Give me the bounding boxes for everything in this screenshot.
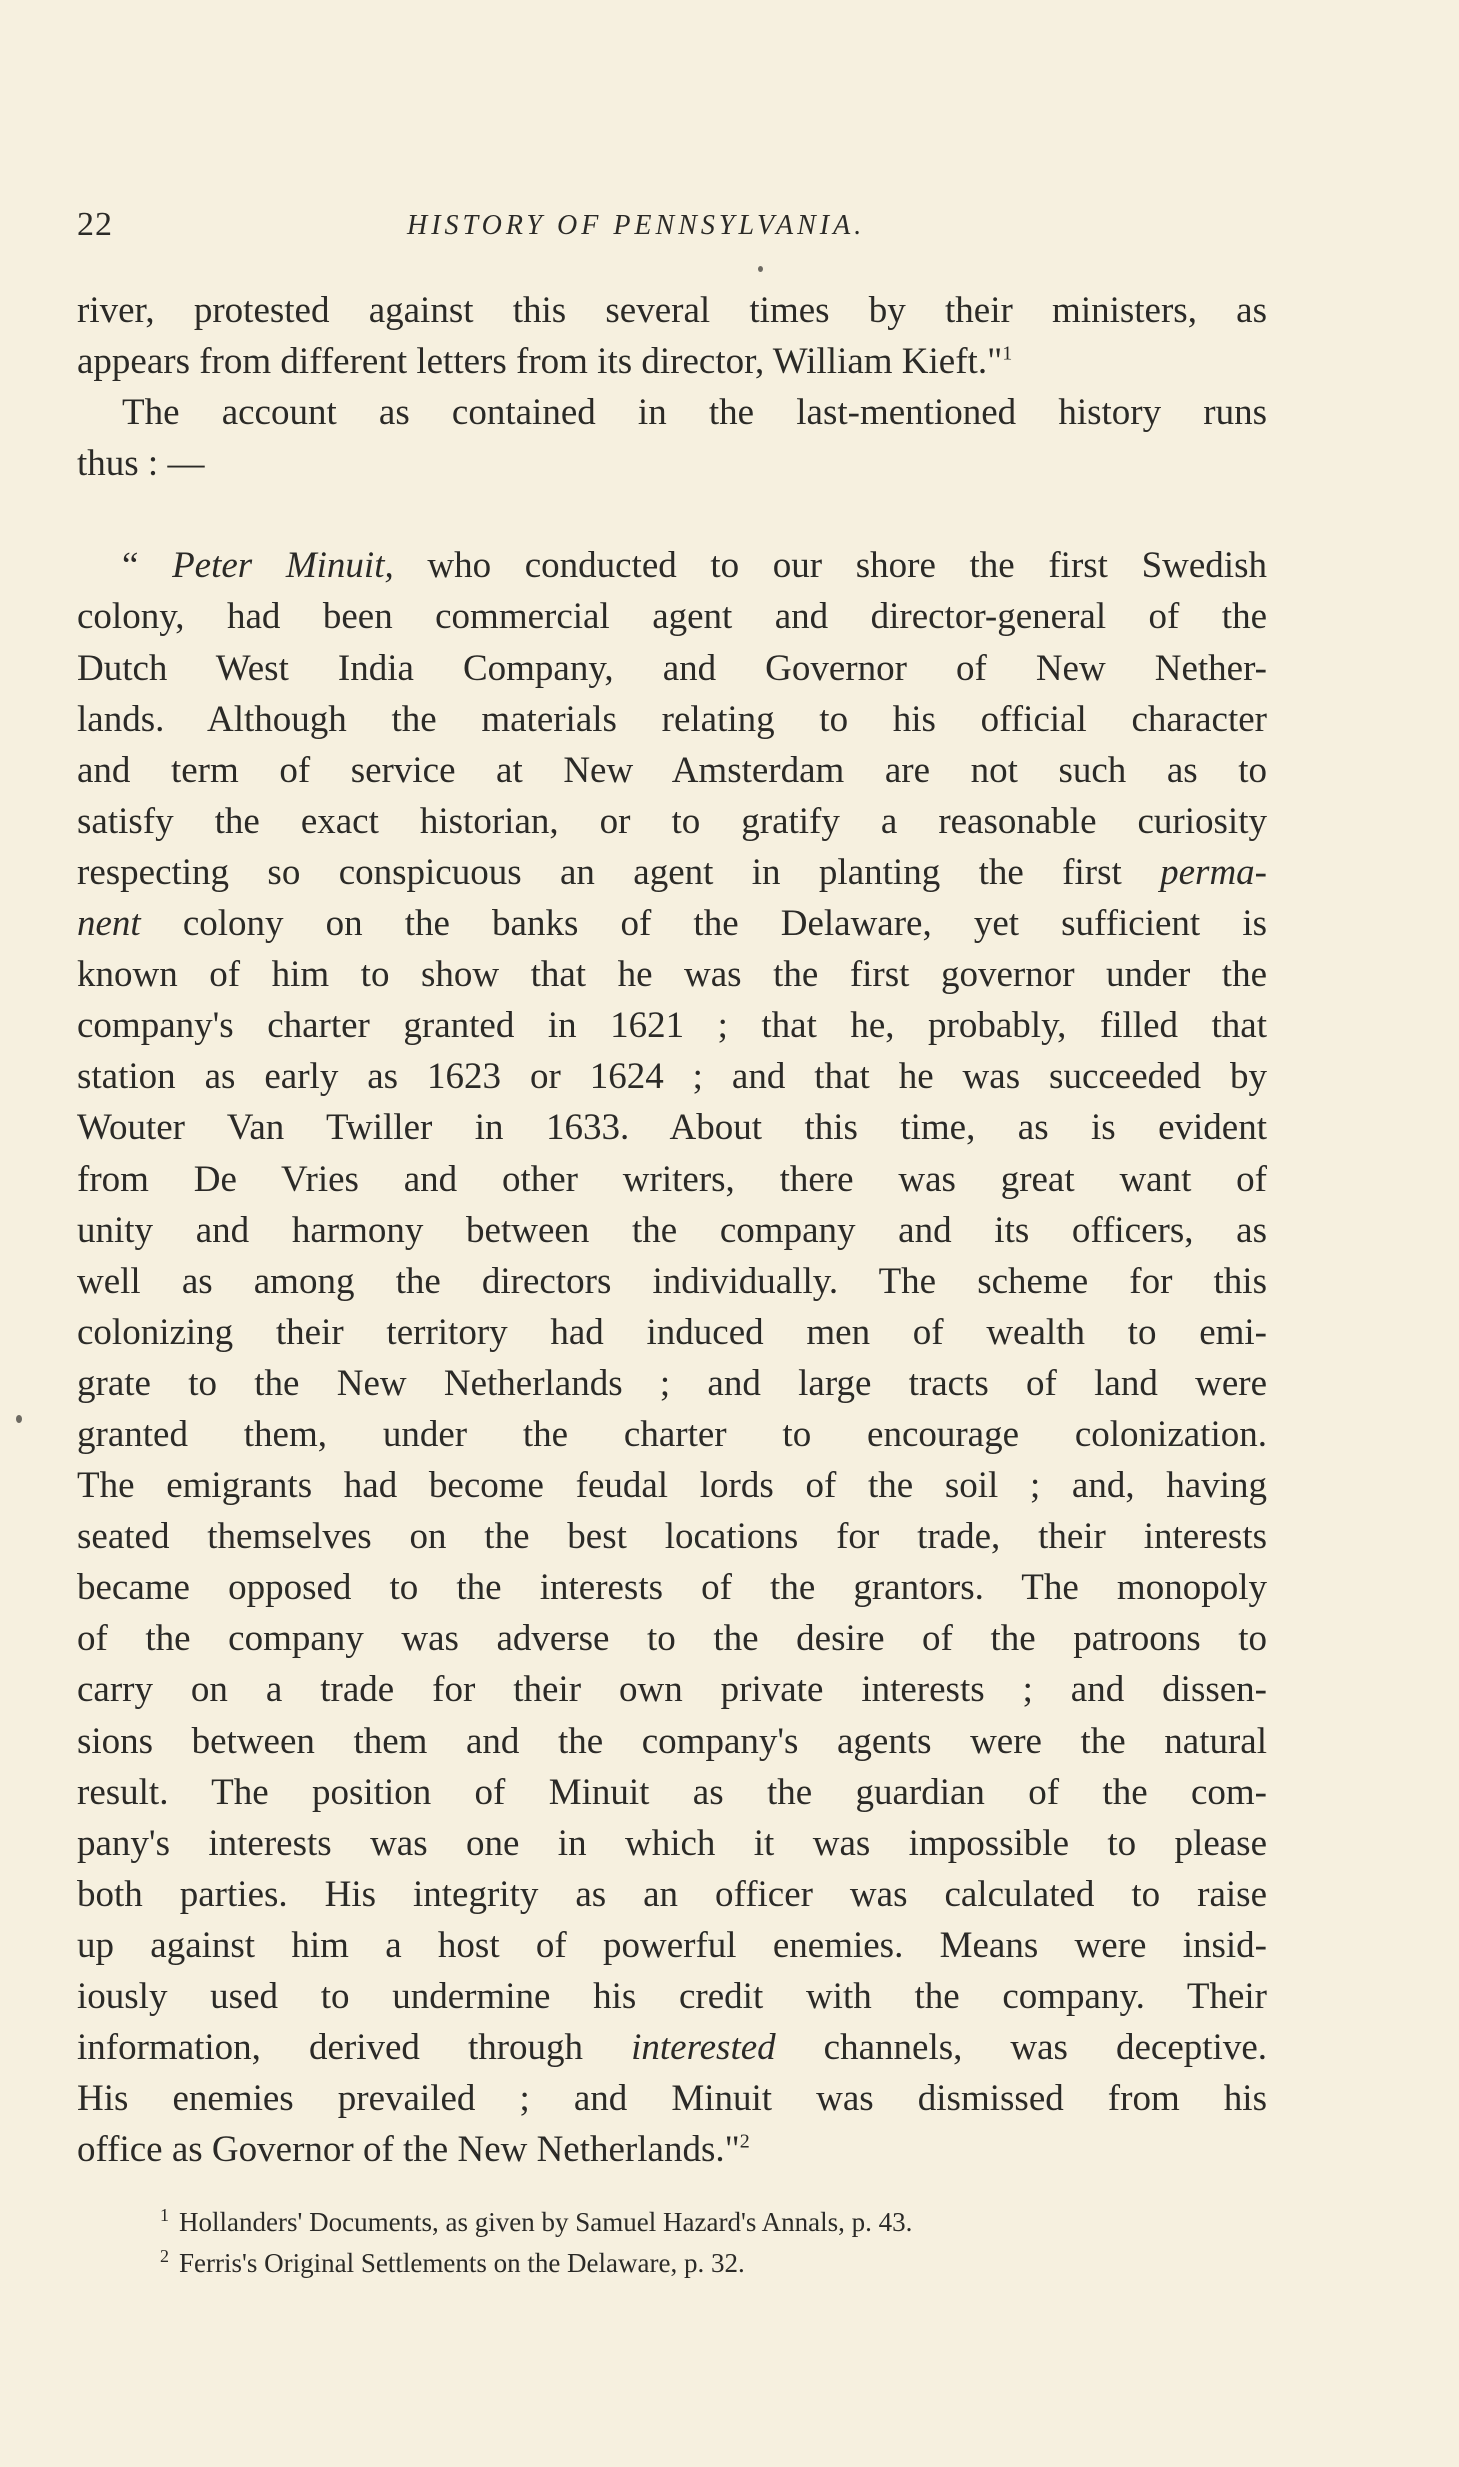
text-line: lands. Although the materials relating to his official character <box>77 698 1267 740</box>
footnote-ref: 1 <box>1002 342 1013 365</box>
running-title: HISTORY OF PENNSYLVANIA. <box>407 210 866 241</box>
text-line: iously used to undermine his credit with the company. Their <box>77 1976 1267 2017</box>
text-line: known of him to show that he was the first governor under the <box>77 954 1267 996</box>
text-line: satisfy the exact historian, or to gratify a reasonable curiosity <box>77 800 1267 842</box>
text-line: Dutch West India Company, and Governor of New Nether- <box>77 647 1267 689</box>
text-line: colony, had been commercial agent and director-general of the <box>77 596 1267 638</box>
text-line: office as Governor of the New Netherlands."$^2$ <box>77 2129 750 2171</box>
text-line: nent colony on the banks of the Delaware, yet sufficient is <box>77 903 1267 945</box>
ink-speck <box>758 266 763 272</box>
text-line: both parties. His integrity as an officer was calculated to raise <box>77 1873 1267 1915</box>
text-line: sions between them and the company's agents were the natural <box>77 1720 1267 1762</box>
text-line: The account as contained in the last-mentioned history runs <box>122 392 1267 434</box>
text-line: pany's interests was one in which it was impossible to please <box>77 1822 1267 1864</box>
text-line: appears from different letters from its director, William Kieft."$^1$ <box>77 341 1013 383</box>
text-line: Wouter Van Twiller in 1633. About this time, as is evident <box>77 1107 1267 1149</box>
quote-first-line: “ Peter Minuit, who conducted to our shore the first Swedish <box>122 545 1267 587</box>
text-line: carry on a trade for their own private interests ; and dissen- <box>77 1669 1267 1711</box>
paragraph-gap <box>77 489 1267 540</box>
text-line: respecting so conspicuous an agent in planting the first perma- <box>77 851 1267 893</box>
text-line: grate to the New Netherlands ; and large tracts of land were <box>77 1362 1267 1404</box>
text-line: granted them, under the charter to encourage colonization. <box>77 1413 1267 1455</box>
footnote-1: $^1$ Hollanders' Documents, as given by Samuel Hazard's Annals, p. 43. <box>160 2205 913 2237</box>
text-line: became opposed to the interests of the grantors. The monopoly <box>77 1567 1267 1609</box>
page-number: 22 <box>77 206 113 243</box>
text-line: river, protested against this several times by their ministers, as <box>77 290 1267 331</box>
body-text <box>77 285 1267 2175</box>
text-line: thus : — <box>77 443 205 485</box>
footnote-mark: 2 <box>160 2246 169 2266</box>
text-line: His enemies prevailed ; and Minuit was dismissed from his <box>77 2078 1267 2120</box>
footnote-mark: 1 <box>160 2205 169 2225</box>
text-line: of the company was adverse to the desire of the patroons to <box>77 1618 1267 1660</box>
text-line: well as among the directors individually. The scheme for this <box>77 1260 1267 1302</box>
text-line: station as early as 1623 or 1624 ; and that he was succeeded by <box>77 1056 1267 1098</box>
text-line: The emigrants had become feudal lords of the soil ; and, having <box>77 1465 1267 1507</box>
person-name: Peter Minuit, <box>172 545 394 587</box>
page-header <box>77 206 1267 246</box>
text-line: company's charter granted in 1621 ; that he, probably, filled that <box>77 1005 1267 1047</box>
text-line: colonizing their territory had induced men of wealth to emi- <box>77 1311 1267 1353</box>
text-line: result. The position of Minuit as the guardian of the com- <box>77 1771 1267 1813</box>
text-line: unity and harmony between the company and its officers, as <box>77 1209 1267 1251</box>
text-line: and term of service at New Amsterdam are not such as to <box>77 749 1267 791</box>
text-line: up against him a host of powerful enemies. Means were insid- <box>77 1924 1267 1966</box>
text-line: seated themselves on the best locations for trade, their interests <box>77 1516 1267 1558</box>
text-line: from De Vries and other writers, there was great want of <box>77 1158 1267 1200</box>
footnote-2: $^2$ Ferris's Original Settlements on the Delaware, p. 32. <box>160 2246 745 2278</box>
text-line: information, derived through interested channels, was deceptive. <box>77 2027 1267 2069</box>
footnotes <box>160 2198 1210 2280</box>
ink-speck <box>16 1415 22 1423</box>
footnote-ref: 2 <box>739 2130 750 2153</box>
